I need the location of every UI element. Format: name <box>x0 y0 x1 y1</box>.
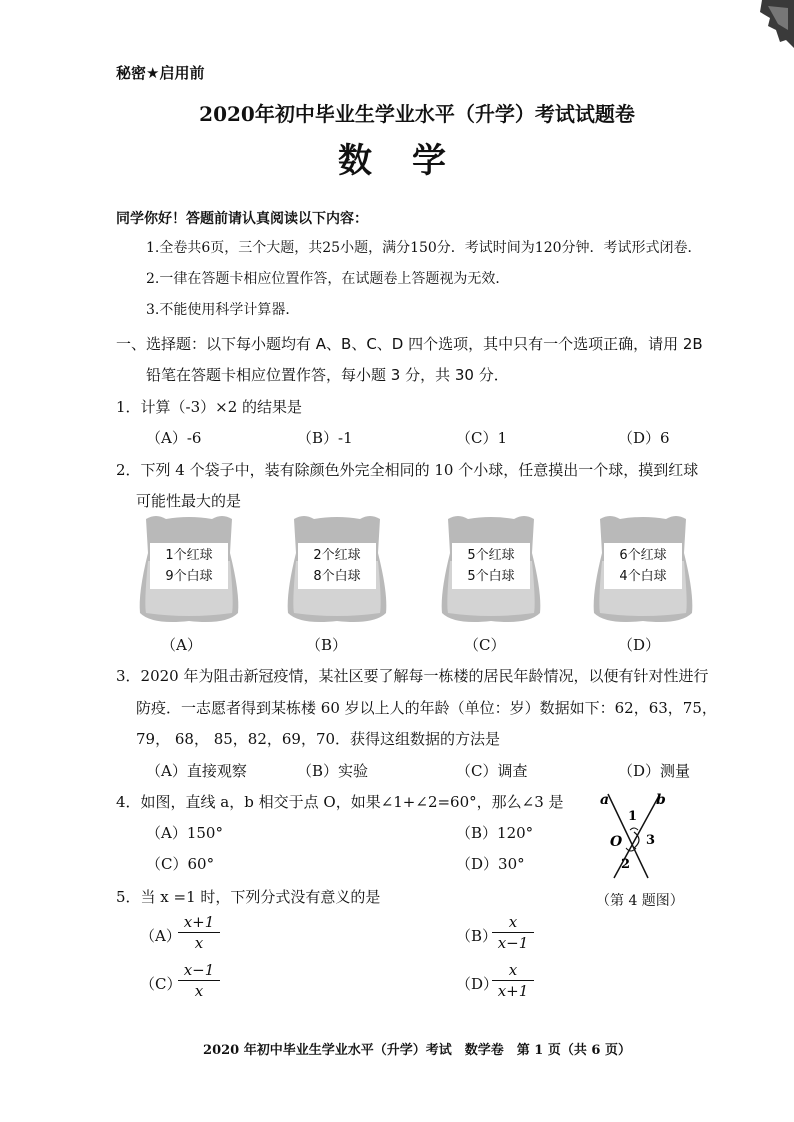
question-1-stem: 1．计算（-3）×2 的结果是 <box>116 398 303 416</box>
q3-option-d: （D）测量 <box>618 762 691 780</box>
q5-option-d-label: （D） <box>456 975 499 993</box>
question-2-line1: 2．下列 4 个袋子中，装有除颜色外完全相同的 10 个小球，任意摸出一个球，摸到红球 <box>116 461 699 479</box>
q5-a-denominator: x <box>194 934 204 952</box>
bag-d-label <box>604 543 682 589</box>
q1-option-a: （A）-6 <box>146 429 202 447</box>
bag-a <box>136 513 242 625</box>
q3-option-a: （A）直接观察 <box>146 762 247 780</box>
label-b: b <box>656 792 666 808</box>
confidential-label: 秘密★启用前 <box>116 64 205 82</box>
q1-option-c: （C）1 <box>456 429 508 447</box>
label-1: 1 <box>628 809 638 824</box>
bag-d-red: 6个红球 <box>619 548 667 563</box>
bag-d-caption: （D） <box>618 636 661 654</box>
q1-option-b: （B）-1 <box>297 429 353 447</box>
bag-c-caption: （C） <box>464 636 506 654</box>
scan-corner-mark <box>754 0 794 48</box>
instruction-item: 1.全卷共6页，三个大题，共25小题，满分150分．考试时间为120分钟．考试形式闭卷． <box>146 240 702 256</box>
bag-c-white: 5个白球 <box>467 569 515 584</box>
page-footer: 2020 年初中毕业生学业水平（升学）考试 数学卷 第 1 页（共 6 页） <box>203 1043 631 1058</box>
bag-d <box>590 513 696 625</box>
question-3-line3: 79， 68， 85，82，69，70．获得这组数据的方法是 <box>136 730 501 748</box>
question-3-line1: 3．2020 年为阻击新冠疫情，某社区要了解每一栋楼的居民年龄情况，以便有针对性进行 <box>116 667 709 685</box>
bag-a-white: 9个白球 <box>165 569 213 584</box>
exam-title: 2020年初中毕业生学业水平（升学）考试试题卷 <box>199 102 635 126</box>
q4-figure-caption: （第 4 题图） <box>596 893 684 909</box>
instruction-item: 3.不能使用科学计算器． <box>146 302 300 318</box>
q5-b-numerator: x <box>492 912 534 933</box>
q1-option-d: （D）6 <box>618 429 670 447</box>
label-o: O <box>610 834 623 850</box>
q5-option-a-label: （A） <box>140 927 181 945</box>
q5-option-c-fraction <box>178 960 220 1001</box>
label-3: 3 <box>646 833 656 848</box>
q5-c-denominator: x <box>194 982 204 1000</box>
q5-option-b-fraction <box>492 912 534 953</box>
angle-1-arc <box>630 828 638 830</box>
q5-c-numerator: x−1 <box>178 960 220 981</box>
q5-option-a-fraction <box>178 912 220 953</box>
q5-d-numerator: x <box>492 960 534 981</box>
section-heading-line2: 铅笔在答题卡相应位置作答，每小题 3 分，共 30 分． <box>146 366 509 384</box>
bag-a-red: 1个红球 <box>165 548 213 563</box>
bag-b-caption: （B） <box>306 636 348 654</box>
q4-figure <box>590 786 680 882</box>
q3-option-b: （B）实验 <box>297 762 369 780</box>
bag-a-label <box>150 543 228 589</box>
question-4-stem: 4．如图，直线 a，b 相交于点 O，如果∠1+∠2=60°，那么∠3 是 <box>116 793 564 811</box>
question-5-stem: 5．当 x =1 时，下列分式没有意义的是 <box>116 888 381 906</box>
instruction-item: 2.一律在答题卡相应位置作答，在试题卷上答题视为无效． <box>146 271 510 287</box>
q5-b-denominator: x−1 <box>497 934 529 952</box>
q4-option-c: （C）60° <box>146 855 215 873</box>
q4-option-b: （B）120° <box>456 824 534 842</box>
question-3-line2: 防疫．一志愿者得到某栋楼 60 岁以上人的年龄（单位：岁）数据如下：62，63，75， <box>136 699 717 717</box>
q4-option-d: （D）30° <box>456 855 525 873</box>
subject-title: 数学 <box>338 141 486 181</box>
q4-option-a: （A）150° <box>146 824 223 842</box>
q3-option-c: （C）调查 <box>456 762 528 780</box>
bag-b <box>284 513 390 625</box>
bag-c-red: 5个红球 <box>467 548 515 563</box>
bag-b-white: 8个白球 <box>313 569 361 584</box>
label-2: 2 <box>621 857 631 872</box>
q5-d-denominator: x+1 <box>497 982 529 1000</box>
section-heading-line1: 一、选择题：以下每小题均有 A、B、C、D 四个选项，其中只有一个选项正确，请用 2B <box>116 335 703 353</box>
bag-d-white: 4个白球 <box>619 569 667 584</box>
q5-option-d-fraction <box>492 960 534 1001</box>
bag-b-label <box>298 543 376 589</box>
instructions-heading: 同学你好！答题前请认真阅读以下内容： <box>116 211 368 227</box>
bag-c <box>438 513 544 625</box>
label-a: a <box>600 792 610 808</box>
bag-a-caption: （A） <box>161 636 202 654</box>
question-2-line2: 可能性最大的是 <box>136 492 242 510</box>
bag-b-red: 2个红球 <box>313 548 361 563</box>
bag-c-label <box>452 543 530 589</box>
q5-option-b-label: （B） <box>456 927 498 945</box>
q5-option-c-label: （C） <box>140 975 182 993</box>
q5-a-numerator: x+1 <box>178 912 220 933</box>
